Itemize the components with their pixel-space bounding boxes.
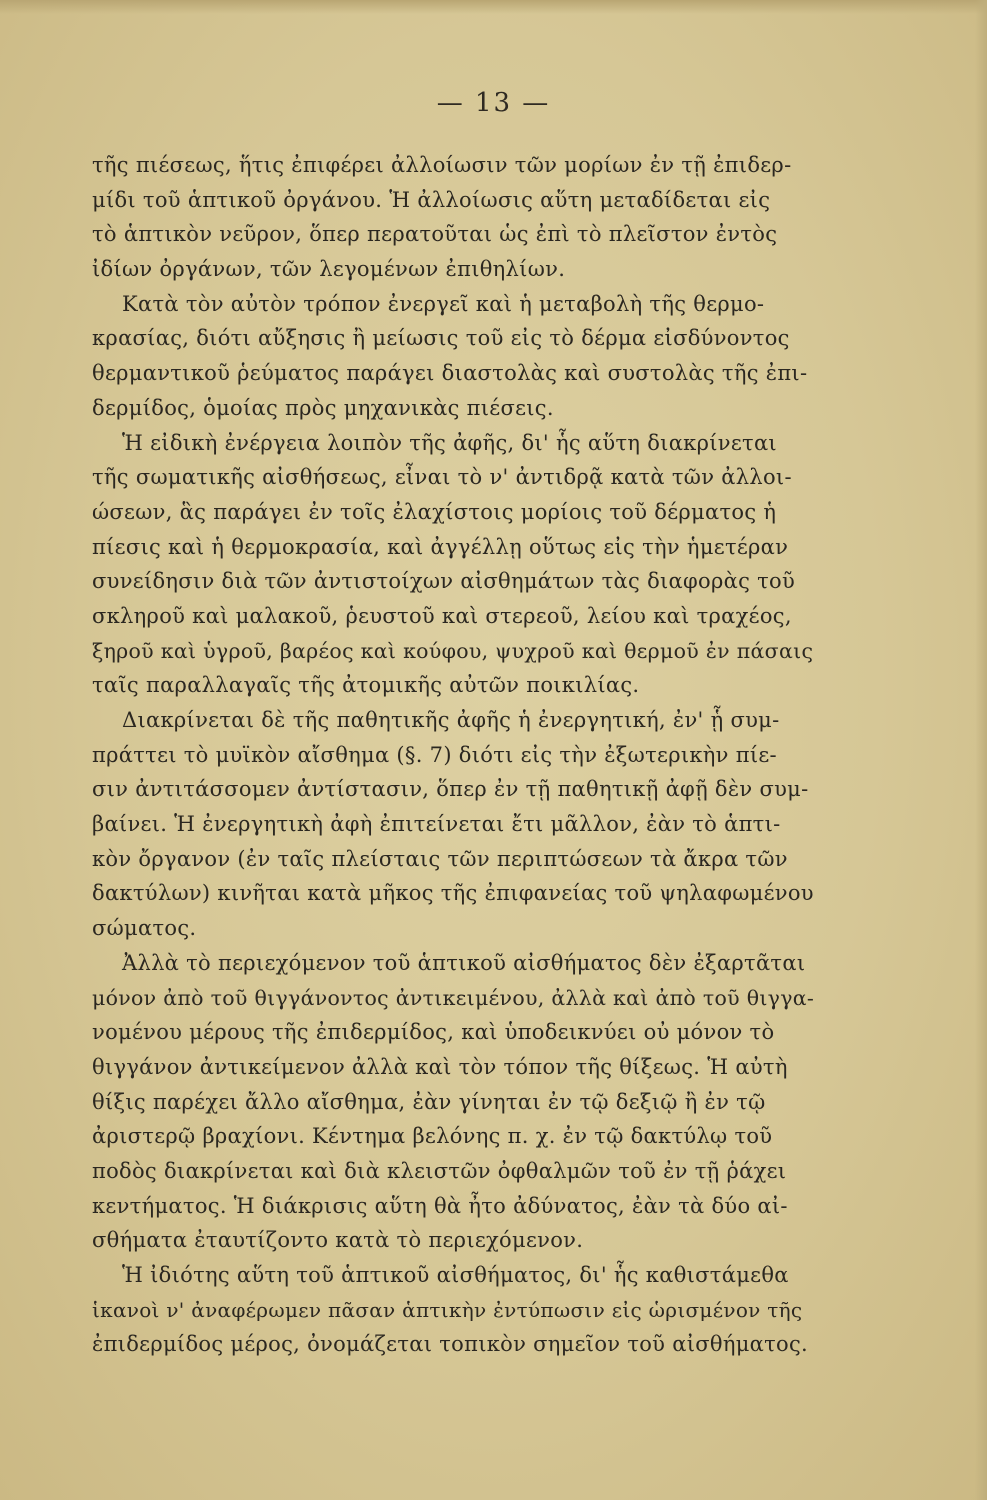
text-line: ποδὸς διακρίνεται καὶ διὰ κλειστῶν ὀφθαλμῶν τοῦ ἐν τῇ ῥάχει: [92, 1158, 787, 1183]
text-line: τῆς σωματικῆς αἰσθήσεως, εἶναι τὸ ν' ἀντιδρᾷ κατὰ τῶν ἀλλοι-: [92, 465, 792, 490]
text-line: μίδι τοῦ ἁπτικοῦ ὀργάνου. Ἡ ἀλλοίωσις αὕτη μεταδίδεται εἰς: [92, 187, 771, 212]
text-line: σώματος.: [92, 916, 197, 941]
text-line: βαίνει. Ἡ ἐνεργητικὴ ἀφὴ ἐπιτείνεται ἔτι μᾶλλον, ἐὰν τὸ ἁπτι-: [92, 812, 781, 837]
text-line: πράττει τὸ μυϊκὸν αἴσθημα (§. 7) διότι εἰς τὴν ἐξωτερικὴν πίε-: [92, 742, 777, 767]
text-line: ἰδίων ὀργάνων, τῶν λεγομένων ἐπιθηλίων.: [92, 257, 566, 282]
text-line: Ἡ ἰδιότης αὕτη τοῦ ἁπτικοῦ αἰσθήματος, δι' ἧς καθιστάμεθα: [122, 1263, 789, 1287]
text-line: δακτύλων) κινῆται κατὰ μῆκος τῆς ἐπιφανείας τοῦ ψηλαφωμένου: [92, 881, 814, 906]
text-line: μόνον ἀπὸ τοῦ θιγγάνοντος ἀντικειμένου, ἀλλὰ καὶ ἀπὸ τοῦ θιγγα-: [92, 985, 815, 1010]
text-line: ώσεων, ἃς παράγει ἐν τοῖς ἐλαχίστοις μορίοις τοῦ δέρματος ἡ: [92, 499, 777, 524]
text-line: Ἡ εἰδικὴ ἐνέργεια λοιπὸν τῆς ἀφῆς, δι' ἧς αὕτη διακρίνεται: [122, 430, 777, 455]
text-line: ταῖς παραλλαγαῖς τῆς ἀτομικῆς αὐτῶν ποικιλίας.: [92, 673, 640, 698]
text-line: νομένου μέρους τῆς ἐπιδερμίδος, καὶ ὑποδεικνύει οὐ μόνον τὸ: [92, 1020, 775, 1045]
text-line: τῆς πιέσεως, ἥτις ἐπιφέρει ἀλλοίωσιν τῶν μορίων ἐν τῇ ἐπιδερ-: [92, 153, 792, 177]
text-line: Κατὰ τὸν αὐτὸν τρόπον ἐνεργεῖ καὶ ἡ μεταβολὴ τῆς θερμο-: [122, 291, 765, 316]
body-text: [92, 148, 816, 1362]
text-line: ἱκανοὶ ν' ἀναφέρωμεν πᾶσαν ἁπτικὴν ἐντύπωσιν εἰς ὡρισμένον τῆς: [92, 1297, 803, 1322]
text-line: σιν ἀντιτάσσομεν ἀντίστασιν, ὅπερ ἐν τῇ παθητικῇ ἀφῇ δὲν συμ-: [92, 777, 809, 802]
text-line: θιγγάνον ἀντικείμενον ἀλλὰ καὶ τὸν τόπον τῆς θίξεως. Ἡ αὐτὴ: [92, 1054, 788, 1079]
text-line: θίξις παρέχει ἄλλο αἴσθημα, ἐὰν γίνηται ἐν τῷ δεξιῷ ἢ ἐν τῷ: [92, 1089, 766, 1114]
text-line: σθήματα ἐταυτίζοντο κατὰ τὸ περιεχόμενον.: [92, 1228, 584, 1253]
text-line: τὸ ἁπτικὸν νεῦρον, ὅπερ περατοῦται ὡς ἐπὶ τὸ πλεῖστον ἐντὸς: [92, 222, 778, 247]
text-line: κρασίας, διότι αὔξησις ἢ μείωσις τοῦ εἰς τὸ δέρμα εἰσδύνοντος: [92, 326, 790, 351]
text-line: κὸν ὄργανον (ἐν ταῖς πλείσταις τῶν περιπτώσεων τὰ ἄκρα τῶν: [92, 846, 788, 871]
text-line: πίεσις καὶ ἡ θερμοκρασία, καὶ ἀγγέλλῃ οὕτως εἰς τὴν ἡμετέραν: [92, 534, 789, 559]
text-line: σκληροῦ καὶ μαλακοῦ, ῥευστοῦ καὶ στερεοῦ, λείου καὶ τραχέος,: [92, 603, 792, 628]
text-line: κεντήματος. Ἡ διάκρισις αὕτη θὰ ἦτο ἀδύνατος, ἐὰν τὰ δύο αἰ-: [92, 1193, 788, 1218]
text-line: Ἀλλὰ τὸ περιεχόμενον τοῦ ἁπτικοῦ αἰσθήματος δὲν ἐξαρτᾶται: [122, 950, 806, 975]
page-number: — 13 —: [436, 88, 551, 118]
text-line: Διακρίνεται δὲ τῆς παθητικῆς ἀφῆς ἡ ἐνεργητική, ἐν' ᾗ συμ-: [122, 708, 780, 732]
text-line: θερμαντικοῦ ῥεύματος παράγει διαστολὰς καὶ συστολὰς τῆς ἐπι-: [92, 361, 808, 386]
text-line: ξηροῦ καὶ ὑγροῦ, βαρέος καὶ κούφου, ψυχροῦ καὶ θερμοῦ ἐν πάσαις: [92, 638, 814, 663]
text-line: δερμίδος, ὁμοίας πρὸς μηχανικὰς πιέσεις.: [92, 395, 554, 420]
text-line: ἐπιδερμίδος μέρος, ὀνομάζεται τοπικὸν σημεῖον τοῦ αἰσθήματος.: [92, 1332, 809, 1357]
text-line: ἀριστερῷ βραχίονι. Κέντημα βελόνης π. χ. ἐν τῷ δακτύλῳ τοῦ: [92, 1124, 773, 1149]
text-line: συνείδησιν διὰ τῶν ἀντιστοίχων αἰσθημάτων τὰς διαφορὰς τοῦ: [92, 569, 796, 594]
